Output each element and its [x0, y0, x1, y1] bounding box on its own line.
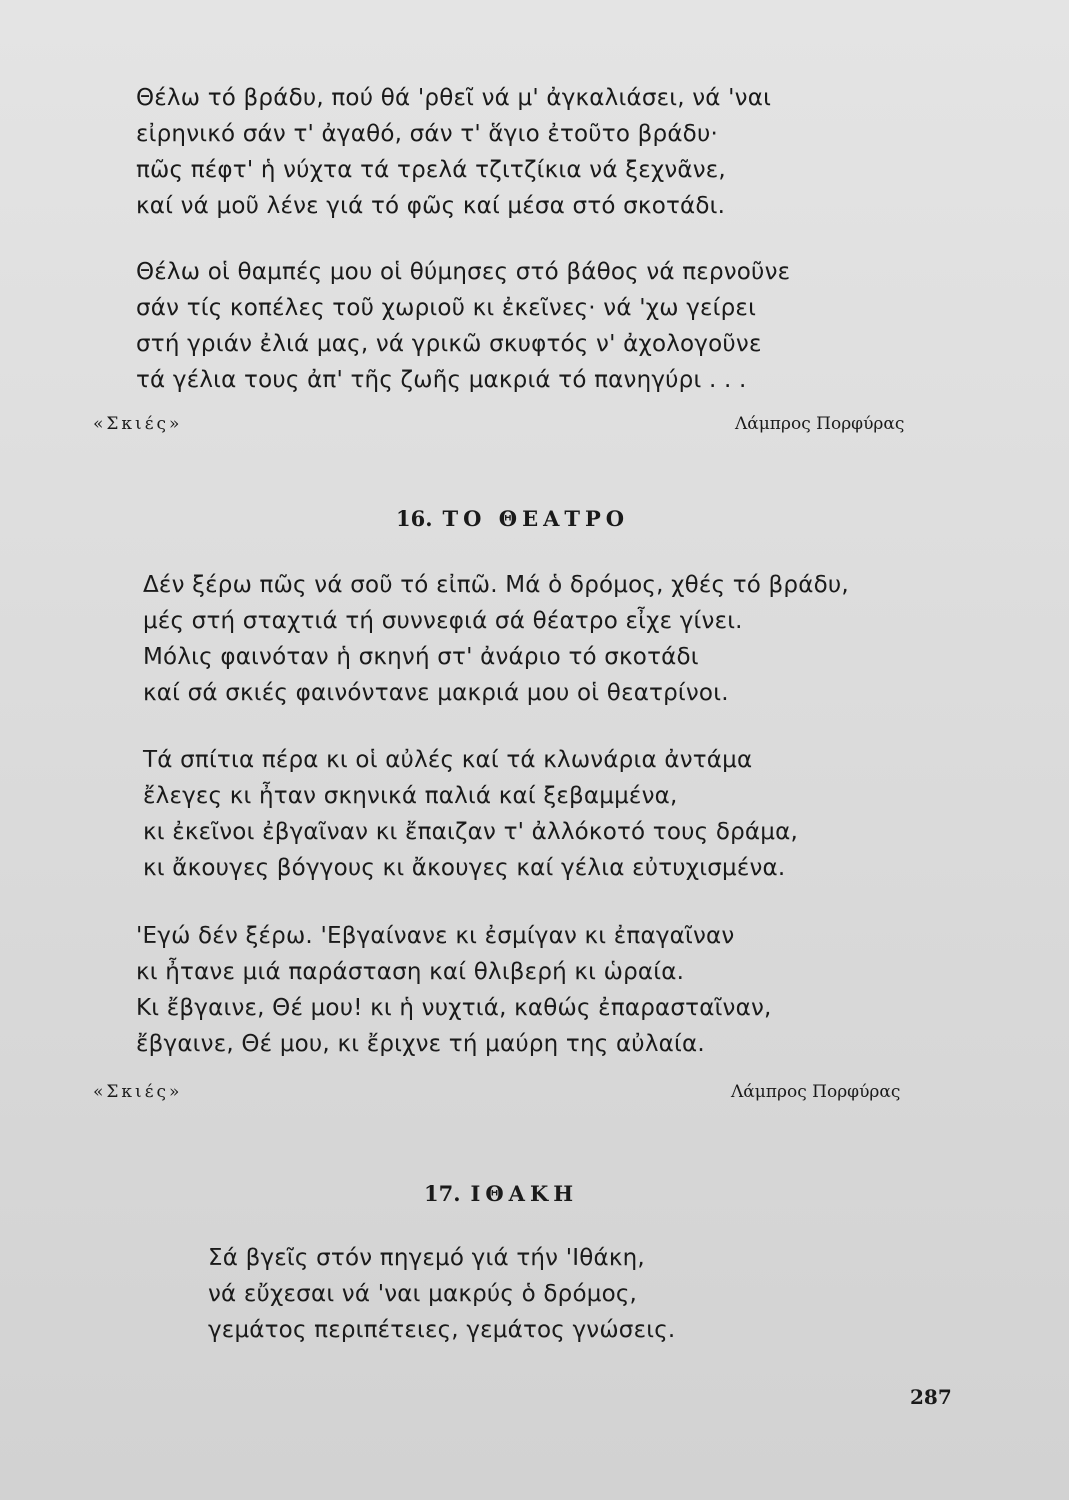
poem2-stanza-1 — [143, 567, 849, 711]
verse-line: ἔβγαινε, Θέ μου, κι ἔριχνε τή μαύρη της αὐλαία. — [136, 1031, 705, 1057]
verse-line: Κι ἔβγαινε, Θέ μου! κι ἡ νυχτιά, καθώς ἐπαρασταῖναν, — [136, 995, 772, 1021]
verse-line: σάν τίς κοπέλες τοῦ χωριοῦ κι ἐκεῖνες· νά 'χω γείρει — [136, 295, 757, 321]
verse-line: τά γέλια τους ἀπ' τῆς ζωῆς μακριά τό πανηγύρι . . . — [136, 367, 747, 393]
verse-line: γεμάτος περιπέτειες, γεμάτος γνώσεις. — [208, 1317, 676, 1343]
verse-line: κι ἄκουγες βόγγους κι ἄκουγες καί γέλια εὐτυχισμένα. — [143, 855, 786, 881]
verse-line: νά εὔχεσαι νά 'ναι μακρύς ὁ δρόμος, — [208, 1281, 638, 1307]
verse-line: μές στή σταχτιά τή συννεφιά σά θέατρο εἶχε γίνει. — [143, 608, 743, 634]
poem2-title: ΤΟ ΘΕΑΤΡΟ — [442, 506, 630, 531]
poem1-stanza-2 — [136, 254, 790, 398]
poem2-heading — [396, 506, 629, 531]
poem2-source: «Σκιές» — [93, 1082, 183, 1102]
verse-line: εἰρηνικό σάν τ' ἀγαθό, σάν τ' ἅγιο ἐτοῦτο βράδυ· — [136, 121, 718, 147]
poem3-stanza-1 — [208, 1240, 675, 1348]
verse-line: Θέλω οἱ θαμπές μου οἱ θύμησες στό βάθος νά περνοῦνε — [136, 259, 791, 285]
poem1-author: Λάμπρος Πορφύρας — [735, 414, 905, 434]
verse-line: πῶς πέφτ' ἡ νύχτα τά τρελά τζιτζίκια νά ξεχνᾶνε, — [136, 157, 726, 183]
poem1-stanza-1 — [136, 80, 771, 224]
poem1-source: «Σκιές» — [93, 414, 183, 434]
verse-line: καί νά μοῦ λένε γιά τό φῶς καί μέσα στό σκοτάδι. — [136, 193, 726, 219]
verse-line: καί σά σκιές φαινόντανε μακριά μου οἱ θεατρίνοι. — [143, 680, 729, 706]
poem2-author: Λάμπρος Πορφύρας — [731, 1082, 901, 1102]
verse-line: στή γριάν ἐλιά μας, νά γρικῶ σκυφτός ν' ἀχολογοῦνε — [136, 331, 762, 357]
verse-line: κι ἦτανε μιά παράσταση καί θλιβερή κι ὡραία. — [136, 959, 685, 985]
page-number: 287 — [910, 1385, 952, 1409]
verse-line: ἔλεγες κι ἦταν σκηνικά παλιά καί ξεβαμμένα, — [143, 783, 678, 809]
verse-line: Μόλις φαινόταν ἡ σκηνή στ' ἀνάριο τό σκοτάδι — [143, 644, 699, 670]
verse-line: Τά σπίτια πέρα κι οἱ αὐλές καί τά κλωνάρια ἀντάμα — [143, 747, 753, 773]
poem3-number: 17. — [424, 1181, 461, 1206]
verse-line: 'Εγώ δέν ξέρω. 'Εβγαίνανε κι ἐσμίγαν κι ἐπαγαῖναν — [136, 923, 735, 949]
verse-line: Δέν ξέρω πῶς νά σοῦ τό εἰπῶ. Μά ὁ δρόμος, χθές τό βράδυ, — [143, 572, 849, 598]
poem2-number: 16. — [396, 506, 433, 531]
verse-line: Σά βγεῖς στόν πηγεμό γιά τήν 'Ιθάκη, — [208, 1245, 645, 1271]
poem2-stanza-3 — [136, 918, 772, 1062]
poem3-title: ΙΘΑΚΗ — [470, 1181, 579, 1206]
poem3-heading — [424, 1181, 578, 1206]
verse-line: Θέλω τό βράδυ, πού θά 'ρθεῖ νά μ' ἀγκαλιάσει, νά 'ναι — [136, 85, 772, 111]
poem2-stanza-2 — [143, 742, 798, 886]
verse-line: κι ἐκεῖνοι ἐβγαῖναν κι ἔπαιζαν τ' ἀλλόκοτό τους δράμα, — [143, 819, 798, 845]
